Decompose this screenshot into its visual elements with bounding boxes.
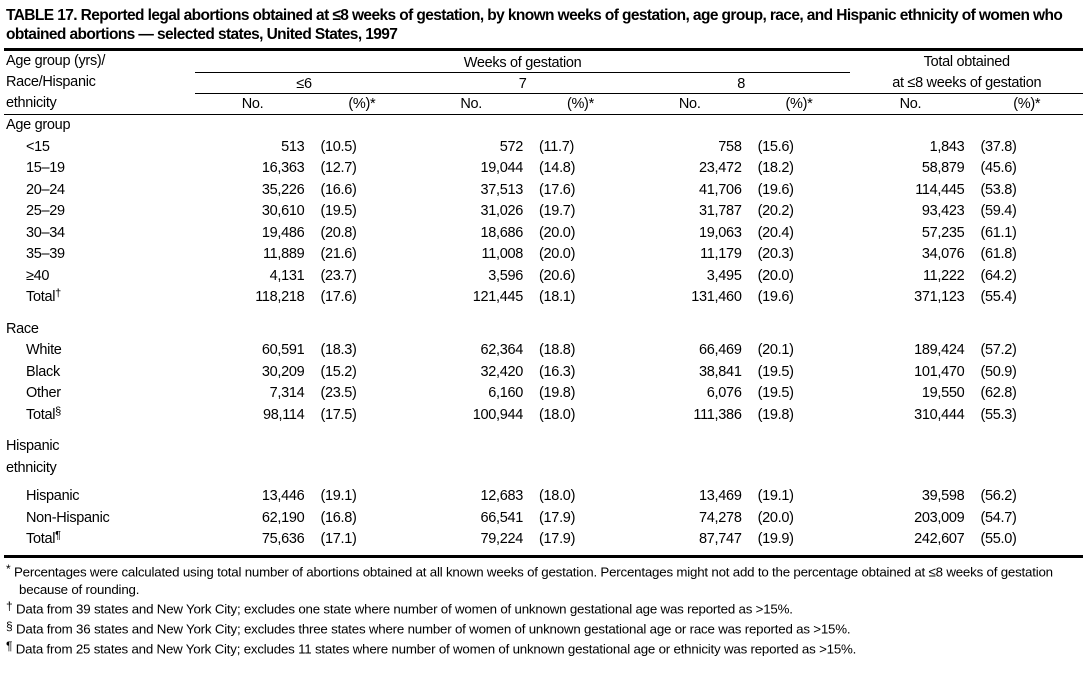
cell-no-8: 11,179 (700, 246, 742, 262)
table-row (4, 137, 1083, 159)
cell-no-7: 18,686 (480, 224, 524, 241)
row-label: 15–19 (26, 160, 65, 176)
section-header-row (4, 115, 1083, 137)
group-header-8: 8 (632, 72, 851, 93)
cell-no-8: 66,469 (699, 342, 742, 358)
row-label: Hispanic (26, 488, 80, 504)
section-header-row (4, 436, 1083, 458)
cell-no-7: 11,008 (481, 246, 524, 262)
cell-pct-8: (20.1) (757, 342, 794, 358)
row-label-total-text: Total (26, 289, 56, 305)
total-header-line1: Total obtained (923, 54, 1010, 70)
cell-no-le6: 60,591 (261, 342, 305, 358)
table-row (4, 266, 1083, 288)
cell-pct-8: (20.4) (757, 224, 794, 241)
cell-no-7: 79,224 (480, 531, 524, 547)
cell-no-le6: 7,314 (269, 385, 305, 401)
footnote-marker-0: * (6, 561, 11, 576)
cell-pct-total: (55.0) (980, 531, 1017, 547)
cell-pct-le6: (17.5) (320, 406, 357, 423)
table-row (4, 201, 1083, 223)
cell-pct-7: (19.7) (539, 203, 576, 219)
group-header-le6: ≤6 (195, 72, 414, 93)
cell-pct-le6: (17.6) (320, 289, 357, 305)
cell-no-total: 39,598 (921, 488, 965, 504)
table-row (4, 223, 1083, 245)
cell-pct-8: (15.6) (757, 138, 794, 155)
cell-pct-7: (20.6) (539, 267, 576, 284)
cell-no-8: 131,460 (691, 289, 742, 305)
footnotes (4, 561, 1083, 659)
table-row (4, 244, 1083, 266)
cell-no-7: 121,445 (472, 289, 524, 305)
cell-pct-total: (50.9) (980, 363, 1017, 380)
cell-no-total: 114,445 (915, 181, 965, 198)
row-label: Non-Hispanic (26, 509, 110, 526)
cell-no-le6: 4,131 (269, 267, 305, 284)
cell-pct-7: (20.0) (539, 224, 576, 241)
data-table-body (4, 115, 1083, 551)
cell-pct-7: (18.8) (539, 342, 576, 358)
cell-pct-7: (17.6) (539, 181, 576, 198)
cell-no-le6: 13,446 (261, 488, 305, 504)
cell-pct-le6: (15.2) (320, 363, 357, 380)
footnote-marker-section: § (55, 404, 61, 417)
cell-pct-8: (20.3) (757, 246, 794, 262)
cell-no-8: 41,706 (699, 181, 742, 198)
cell-pct-le6: (20.8) (320, 224, 357, 241)
table-row-total (4, 287, 1083, 309)
cell-pct-le6: (19.1) (320, 488, 357, 504)
row-label: Other (26, 385, 61, 401)
cell-pct-le6: (18.3) (320, 342, 357, 358)
col-header-no-8: No. (678, 96, 701, 112)
row-label-total (4, 405, 195, 427)
cell-no-le6: 513 (281, 138, 305, 155)
table-row (4, 180, 1083, 202)
cell-pct-8: (20.0) (757, 267, 794, 284)
cell-pct-8: (19.6) (757, 181, 794, 198)
cell-no-8: 31,787 (699, 203, 742, 219)
group-header-7: 7 (413, 72, 632, 93)
stub-header-line3: ethnicity (6, 95, 57, 111)
cell-no-le6: 19,486 (261, 224, 305, 241)
header-row-weeks (4, 51, 1083, 72)
cell-pct-le6: (12.7) (320, 160, 357, 176)
row-label: White (26, 342, 62, 358)
cell-pct-7: (18.0) (539, 406, 576, 423)
section-header-row (4, 319, 1083, 341)
cell-pct-total: (55.3) (980, 406, 1017, 423)
footnote-marker-pilcrow: ¶ (55, 529, 61, 542)
cell-no-le6: 98,114 (262, 406, 305, 423)
table-row-total (4, 529, 1083, 551)
cell-pct-le6: (16.8) (320, 509, 357, 526)
cell-no-total: 1,843 (929, 138, 965, 155)
cell-no-7: 3,596 (488, 267, 524, 284)
cell-pct-8: (19.9) (757, 531, 794, 547)
stub-header-line2: Race/Hispanic (6, 74, 96, 90)
row-label: 30–34 (26, 224, 65, 241)
cell-no-total: 371,123 (914, 289, 965, 305)
cell-no-total: 310,444 (914, 406, 965, 423)
cell-pct-8: (18.2) (757, 160, 794, 176)
footnote-marker-dagger: † (55, 287, 61, 300)
cell-pct-8: (19.6) (757, 289, 794, 305)
cell-no-8: 758 (718, 138, 742, 155)
table-row (4, 340, 1083, 362)
cell-no-total: 203,009 (914, 509, 965, 526)
col-header-no-7: No. (460, 96, 482, 112)
cell-pct-total: (53.8) (980, 181, 1017, 198)
row-label: 25–29 (26, 203, 65, 219)
footnote-text-3: Data from 25 states and New York City; excludes 11 states where number of women of unknown gestational age or ethnicity was reported as >15%. (15, 641, 857, 657)
cell-pct-7: (17.9) (539, 509, 576, 526)
cell-pct-7: (11.7) (539, 138, 575, 155)
header-row-subcols (4, 93, 1083, 114)
cell-no-7: 31,026 (480, 203, 524, 219)
cell-pct-7: (17.9) (539, 531, 576, 547)
stub-header-line1: Age group (yrs)/ (6, 53, 106, 69)
cell-no-le6: 11,889 (262, 246, 305, 262)
footnote-3 (6, 638, 1081, 658)
section-title-race: Race (6, 320, 39, 337)
row-spacer (4, 426, 1083, 436)
cell-no-8: 74,278 (699, 509, 742, 526)
cell-no-total: 242,607 (914, 531, 965, 547)
cell-no-7: 19,044 (480, 160, 524, 176)
row-label: <15 (26, 138, 50, 155)
cell-pct-8: (19.8) (757, 406, 794, 423)
row-label: ≥40 (26, 267, 50, 284)
section-title-hispanic-line2: ethnicity (6, 459, 57, 476)
cell-no-total: 11,222 (922, 267, 965, 284)
cell-no-7: 100,944 (472, 406, 524, 423)
col-header-pct-8: (%)* (785, 96, 813, 112)
row-label: 20–24 (26, 181, 65, 198)
row-label: 35–39 (26, 246, 65, 262)
cell-no-8: 23,472 (699, 160, 742, 176)
cell-no-7: 572 (499, 138, 524, 155)
footnote-1 (6, 598, 1081, 618)
cell-no-total: 58,879 (921, 160, 965, 176)
table-row (4, 508, 1083, 530)
table-row (4, 486, 1083, 508)
cell-no-7: 62,364 (480, 342, 524, 358)
cell-pct-le6: (19.5) (320, 203, 357, 219)
row-label-total-text: Total (26, 406, 56, 423)
col-header-no-total: No. (899, 96, 922, 112)
cell-pct-8: (20.0) (757, 509, 794, 526)
cell-no-le6: 62,190 (261, 509, 305, 526)
cell-no-8: 13,469 (699, 488, 742, 504)
cell-pct-7: (16.3) (539, 363, 576, 380)
section-title-hispanic: Hispanic (6, 438, 60, 454)
cell-pct-8: (19.1) (757, 488, 794, 504)
cell-no-7: 37,513 (480, 181, 524, 198)
weeks-of-gestation-header: Weeks of gestation (195, 51, 851, 72)
row-label-total (4, 287, 195, 309)
cell-pct-total: (61.1) (980, 224, 1017, 241)
cell-pct-le6: (23.7) (320, 267, 357, 284)
cell-no-total: 19,550 (921, 385, 965, 401)
col-header-pct-le6: (%)* (348, 96, 376, 112)
cell-no-8: 111,386 (693, 406, 742, 423)
cell-no-total: 101,470 (914, 363, 965, 380)
cell-no-total: 34,076 (921, 246, 965, 262)
col-header-pct-total: (%)* (1013, 96, 1041, 112)
section-header-row-2 (4, 458, 1083, 480)
cell-pct-7: (14.8) (539, 160, 576, 176)
cell-no-8: 3,495 (706, 267, 742, 284)
cell-pct-total: (64.2) (980, 267, 1017, 284)
cell-pct-le6: (10.5) (320, 138, 357, 155)
total-header-line2: at ≤8 weeks of gestation (850, 72, 1083, 93)
cell-no-total: 57,235 (921, 224, 965, 241)
data-table (4, 51, 1083, 114)
row-spacer (4, 479, 1083, 486)
cell-pct-le6: (16.6) (320, 181, 357, 198)
cell-no-7: 66,541 (480, 509, 524, 526)
col-header-pct-7: (%)* (566, 96, 594, 112)
cell-pct-total: (54.7) (980, 509, 1017, 526)
cell-pct-7: (19.8) (539, 385, 576, 401)
cell-pct-total: (57.2) (980, 342, 1017, 358)
cell-pct-total: (59.4) (980, 203, 1017, 219)
footnote-marker-2: § (6, 619, 13, 634)
cell-no-7: 12,683 (480, 488, 524, 504)
cell-pct-8: (19.5) (757, 363, 794, 380)
table-row (4, 362, 1083, 384)
table-row-total (4, 405, 1083, 427)
cell-no-le6: 30,209 (261, 363, 305, 380)
cell-pct-total: (45.6) (980, 160, 1017, 176)
footnote-marker-1: † (6, 599, 13, 614)
footnote-0 (6, 561, 1081, 599)
footnote-text-2: Data from 36 states and New York City; excludes three states where number of women of unknown gestational age or race was reported as >15%. (15, 621, 851, 637)
cell-no-8: 19,063 (699, 224, 742, 241)
cell-no-8: 38,841 (699, 363, 742, 380)
cell-pct-8: (20.2) (757, 203, 794, 219)
cell-pct-7: (20.0) (539, 246, 576, 262)
col-header-no-le6: No. (241, 96, 264, 112)
footnote-marker-3: ¶ (6, 639, 13, 654)
footnote-text-1: Data from 39 states and New York City; excludes one state where number of women of unknown gestational age was reported as >15%. (15, 601, 793, 617)
cell-no-le6: 30,610 (261, 203, 305, 219)
section-title-age-group: Age group (6, 117, 71, 133)
cell-no-7: 32,420 (480, 363, 524, 380)
cell-no-7: 6,160 (488, 385, 524, 401)
row-label: Black (26, 363, 60, 380)
cell-no-le6: 35,226 (261, 181, 305, 198)
cell-no-total: 189,424 (914, 342, 965, 358)
cell-pct-7: (18.0) (539, 488, 576, 504)
cell-pct-le6: (21.6) (320, 246, 357, 262)
table-row (4, 158, 1083, 180)
cell-pct-le6: (23.5) (320, 385, 357, 401)
cell-pct-total: (37.8) (980, 138, 1017, 155)
cell-pct-le6: (17.1) (320, 531, 357, 547)
cell-pct-total: (62.8) (980, 385, 1017, 401)
page-title: TABLE 17. Reported legal abortions obtained at ≤8 weeks of gestation, by known weeks of gestation, age group, race, and Hispanic ethnicity of women who obtained abortions — selected states, United States, 1997 (6, 7, 1063, 43)
row-label-total-text: Total (26, 531, 56, 547)
cell-pct-total: (61.8) (980, 246, 1017, 262)
row-spacer (4, 309, 1083, 319)
cell-pct-8: (19.5) (757, 385, 794, 401)
header-row-groups (4, 72, 1083, 93)
bottom-rule (4, 555, 1083, 558)
cell-no-le6: 75,636 (261, 531, 305, 547)
footnote-text-0: Percentages were calculated using total number of abortions obtained at all known weeks of gestation. Percentages might not add to the percentage obtained at ≤8 weeks of gestation because of rounding. (13, 564, 1053, 597)
cell-no-le6: 118,218 (255, 289, 305, 305)
cell-no-le6: 16,363 (261, 160, 305, 176)
cell-pct-total: (56.2) (980, 488, 1017, 504)
cell-no-8: 87,747 (699, 531, 742, 547)
footnote-2 (6, 618, 1081, 638)
cell-pct-total: (55.4) (980, 289, 1017, 305)
cell-no-8: 6,076 (706, 385, 742, 401)
cell-no-total: 93,423 (921, 203, 965, 219)
table-row (4, 383, 1083, 405)
row-label-total (4, 529, 195, 551)
cell-pct-7: (18.1) (539, 289, 576, 305)
